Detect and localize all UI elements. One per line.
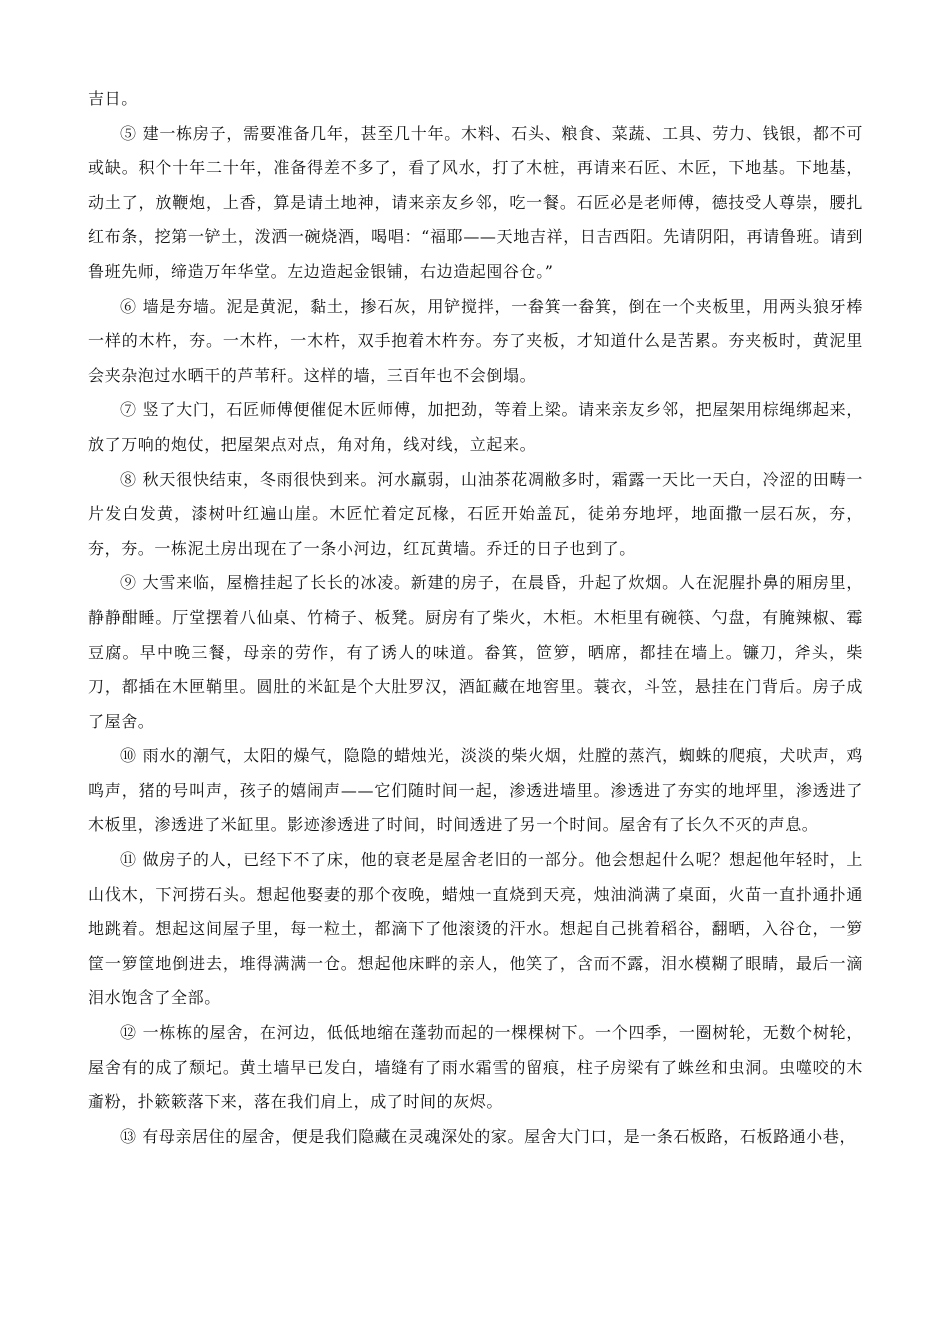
paragraph-9: ⑨ 大雪来临，屋檐挂起了长长的冰凌。新建的房子，在晨昏，升起了炊烟。人在泥腥扑鼻的厢房里，静静酣睡。厅堂摆着八仙桌、竹椅子、板凳。厨房有了柴火，木柜。木柜里有碗筷、勺盘，有腌辣椒、霉豆腐。早中晚三餐，母亲的劳作，有了诱人的味道。畚箕，笸箩，晒席，都挂在墙上。镰刀，斧头，柴刀，都插在木匣鞘里。圆肚的米缸是个大肚罗汉，酒缸藏在地窖里。蓑衣，斗笠，悬挂在门背后。房子成了屋舍。: [88, 573, 863, 731]
paragraph-12: ⑫ 一栋栋的屋舍，在河边，低低地缩在蓬勃而起的一棵棵树下。一个四季，一圈树轮，无数个树轮，屋舍有的成了颓圮。黄土墙早已发白，墙缝有了雨水霜雪的留痕，柱子房梁有了蛛丝和虫洞。虫噬咬的木齑粉，扑簌簌落下来，落在我们肩上，成了时间的灰烬。: [88, 1023, 863, 1112]
paragraph-13: ⑬ 有母亲居住的屋舍，便是我们隐藏在灵魂深处的家。屋舍大门口，是一条石板路，石板路通小巷，: [120, 1126, 857, 1146]
paragraph-5: ⑤ 建一栋房子，需要准备几年，甚至几十年。木料、石头、粮食、菜蔬、工具、劳力、钱银，都不可或缺。积个十年二十年，准备得差不多了，看了风水，打了木桩，再请来石匠、木匠，下地基。下地基，动土了，放鞭炮，上香，算是请土地神，请来亲友乡邻，吃一餐。石匠必是老师傅，德技受人尊崇，腰扎红布条，挖第一铲土，泼洒一碗烧酒，喝唱：“福耶——天地吉祥，日吉西阳。先请阴阳，再请鲁班。请到鲁班先师，缔造万年华堂。左边造起金银铺，右边造起囤谷仓。”: [88, 123, 863, 281]
paragraph-11: ⑪ 做房子的人，已经下不了床，他的衰老是屋舍老旧的一部分。他会想起什么呢？想起他年轻时，上山伐木，下河捞石头。想起他娶妻的那个夜晚，蜡烛一直烧到天亮，烛油淌满了桌面，火苗一直扑通扑通地跳着。想起这间屋子里，每一粒土，都滴下了他滚烫的汗水。想起自己挑着稻谷，翻晒，入谷仓，一箩筐一箩筐地倒进去，堆得满满一仓。想起他床畔的亲人，他笑了，含而不露，泪水模糊了眼睛，最后一滴泪水饱含了全部。: [88, 850, 863, 1008]
paragraph-7: ⑦ 竖了大门，石匠师傅便催促木匠师傅，加把劲，等着上梁。请来亲友乡邻，把屋架用棕绳绑起来，放了万响的炮仗，把屋架点对点，角对角，线对线，立起来。: [88, 400, 863, 454]
paragraph-10: ⑩ 雨水的潮气，太阳的燥气，隐隐的蜡烛光，淡淡的柴火烟，灶膛的蒸汽，蜘蛛的爬痕，犬吠声，鸡鸣声，猪的号叫声，孩子的嬉闹声——它们随时间一起，渗透进墙里。渗透进了夯实的地坪里，渗透进了木板里，渗透进了米缸里。影迹渗透进了时间，时间透进了另一个时间。屋舍有了长久不灭的声息。: [88, 746, 863, 835]
paragraph-6: ⑥ 墙是夯墙。泥是黄泥，黏土，掺石灰，用铲搅拌，一畚箕一畚箕，倒在一个夹板里，用两头狼牙棒一样的木杵，夯。一木杵，一木杵，双手抱着木杵夯。夯了夹板，才知道什么是苦累。夯夹板时，黄泥里会夹杂泡过水晒干的芦苇秆。这样的墙，三百年也不会倒塌。: [88, 296, 863, 385]
paragraph-8: ⑧ 秋天很快结束，冬雨很快到来。河水羸弱，山油茶花凋敝多时，霜露一天比一天白，冷涩的田畴一片发白发黄，漆树叶红遍山崖。木匠忙着定瓦椽，石匠开始盖瓦，徒弟夯地坪，地面撒一层石灰，夯，夯，夯。一栋泥土房出现在了一条小河边，红瓦黄墙。乔迁的日子也到了。: [88, 469, 863, 558]
document-page: [88, 82, 863, 1154]
paragraph-continuation: 吉日。: [88, 89, 138, 108]
